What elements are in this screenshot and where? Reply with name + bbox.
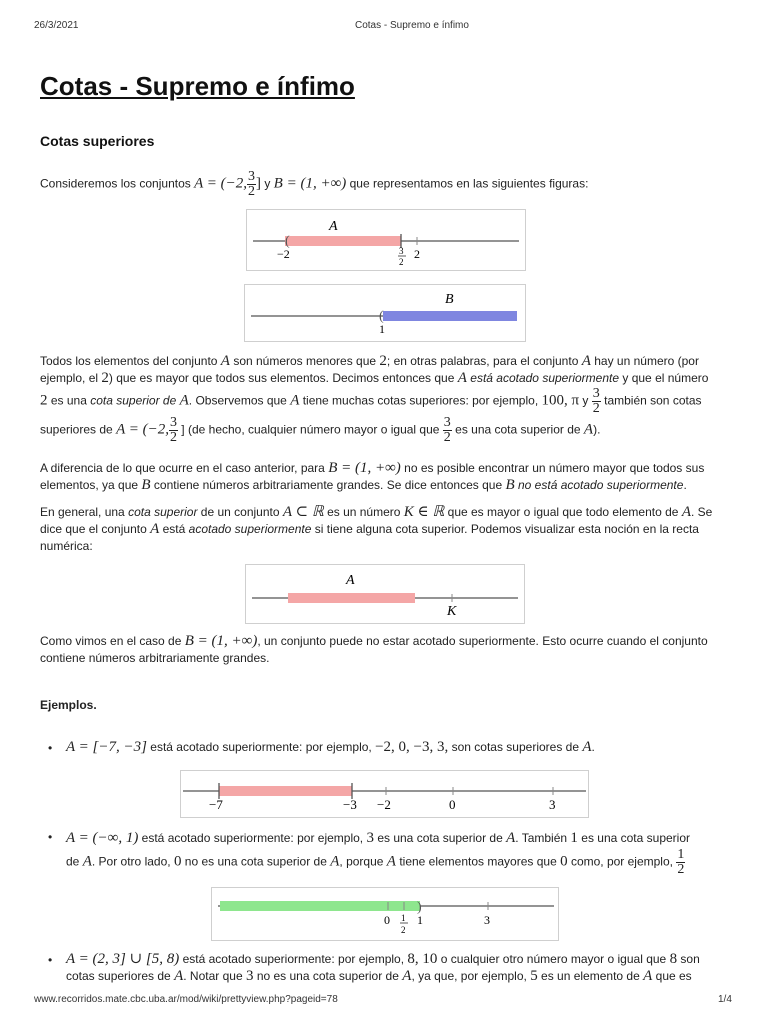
label-A: A (329, 219, 338, 234)
bullet: • (48, 830, 53, 844)
print-date: 26/3/2021 (34, 20, 79, 31)
paragraph-definicion: En general, una cota superior de un conjunto A ⊂ ℝ es un número K ∈ ℝ que es mayor o igual que todo elemento de A. Se dice que el conjunto A está acotado superiormente si tiene alguna cota superior. Podemos visualizar esta noción en la recta numérica: (40, 504, 713, 553)
number-line-ex2 (212, 888, 558, 940)
number-line-K (246, 565, 524, 623)
label-A: A (346, 573, 355, 588)
bullet: • (48, 741, 53, 755)
figure-set-A (246, 209, 526, 271)
svg-text:(: ( (285, 234, 290, 249)
figure-example-2 (211, 887, 559, 941)
tick-3: 3 (484, 913, 490, 927)
tick-2: 2 (414, 247, 420, 261)
paragraph-acotado: Todos los elementos del conjunto A son números menores que 2; en otras palabras, para el conjunto A hay un número (por ejemplo, el 2) que es mayor que todos sus elementos. Decimos entonces que A está acotado superiormente y que el número 2 es una cota superior de A. Observemos que A tiene muchas cotas superiores: por ejemplo, 100, π y $\frac{3}{2}$ también son cotas superiores de A = (−2, $\frac{3}{2}$ ] (de hecho, cualquier número mayor o igual que $\frac{3}{2}$ es una cota superior de A). (40, 353, 709, 445)
label-K: K (447, 604, 457, 619)
tick-half-d: 2 (401, 925, 406, 935)
figure-example-1 (180, 770, 589, 818)
tick-half-n: 1 (401, 913, 406, 923)
example-1: A = [−7, −3] está acotado superiormente: por ejemplo, −2, 0, −3, 3, son cotas superiores de A. (66, 739, 595, 755)
tick-frac-n: 3 (399, 246, 404, 256)
page-number: 1/4 (718, 994, 732, 1005)
bullet: • (48, 953, 53, 967)
paragraph-no-acotado: A diferencia de lo que ocurre en el caso anterior, para B = (1, +∞) no es posible encontrar un número mayor que todos sus elementos, ya que B contiene números arbitrariamente grandes. Se dice entonces que B no está acotado superiormente. (40, 460, 705, 493)
footer-url: www.recorridos.mate.cbc.uba.ar/mod/wiki/prettyview.php?pageid=78 (34, 994, 338, 1005)
label-B: B (445, 292, 454, 307)
number-line-B (245, 285, 525, 341)
tick-3: 3 (549, 797, 556, 812)
tick-minus3: −3 (343, 797, 357, 812)
tick-frac-d: 2 (399, 257, 404, 267)
figure-cota-K (245, 564, 525, 624)
figure-set-B (244, 284, 526, 342)
page-title: Cotas - Supremo e ínfimo (40, 71, 355, 101)
tick-minus7: −7 (209, 797, 223, 812)
tick-0: 0 (384, 913, 390, 927)
tick-minus2: −2 (377, 797, 391, 812)
number-line-ex1 (181, 771, 588, 817)
tick-0: 0 (449, 797, 456, 812)
svg-text:(: ( (379, 309, 384, 324)
example-3: A = (2, 3] ∪ [5, 8) está acotado superiormente: por ejemplo, 8, 10 o cualquier otro número mayor o igual que 8 son cotas superiores de A. Notar que 3 no es una cota superior de A, ya que, por ejemplo, 5 es un elemento de A que es (66, 951, 700, 984)
examples-heading: Ejemplos. (40, 698, 97, 712)
paragraph-no-acotado-2: Como vimos en el caso de B = (1, +∞), un conjunto puede no estar acotado superiormente. Esto ocurre cuando el conjunto contiene números arbitrariamente grandes. (40, 633, 708, 665)
example-2: A = (−∞, 1) está acotado superiormente: por ejemplo, 3 es una cota superior de A. También 1 es una cota superior de A. Por otro lado, 0 no es una cota superior de A, porque A tiene elementos mayores que 0 como, por ejemplo, $\frac{1}{2}$ (66, 830, 690, 877)
tick-minus2: −2 (277, 247, 290, 261)
print-title: Cotas - Supremo e ínfimo (355, 20, 469, 31)
section-heading: Cotas superiores (40, 133, 155, 149)
tick-1: 1 (417, 913, 423, 927)
tick-1: 1 (379, 322, 385, 336)
intro-paragraph: Consideremos los conjuntos A = (−2, $\frac{3}{2}$ ] y B = (1, +∞) que representamos en las siguientes figuras: (40, 169, 589, 199)
svg-text:): ) (417, 900, 422, 915)
number-line-A (247, 210, 525, 270)
